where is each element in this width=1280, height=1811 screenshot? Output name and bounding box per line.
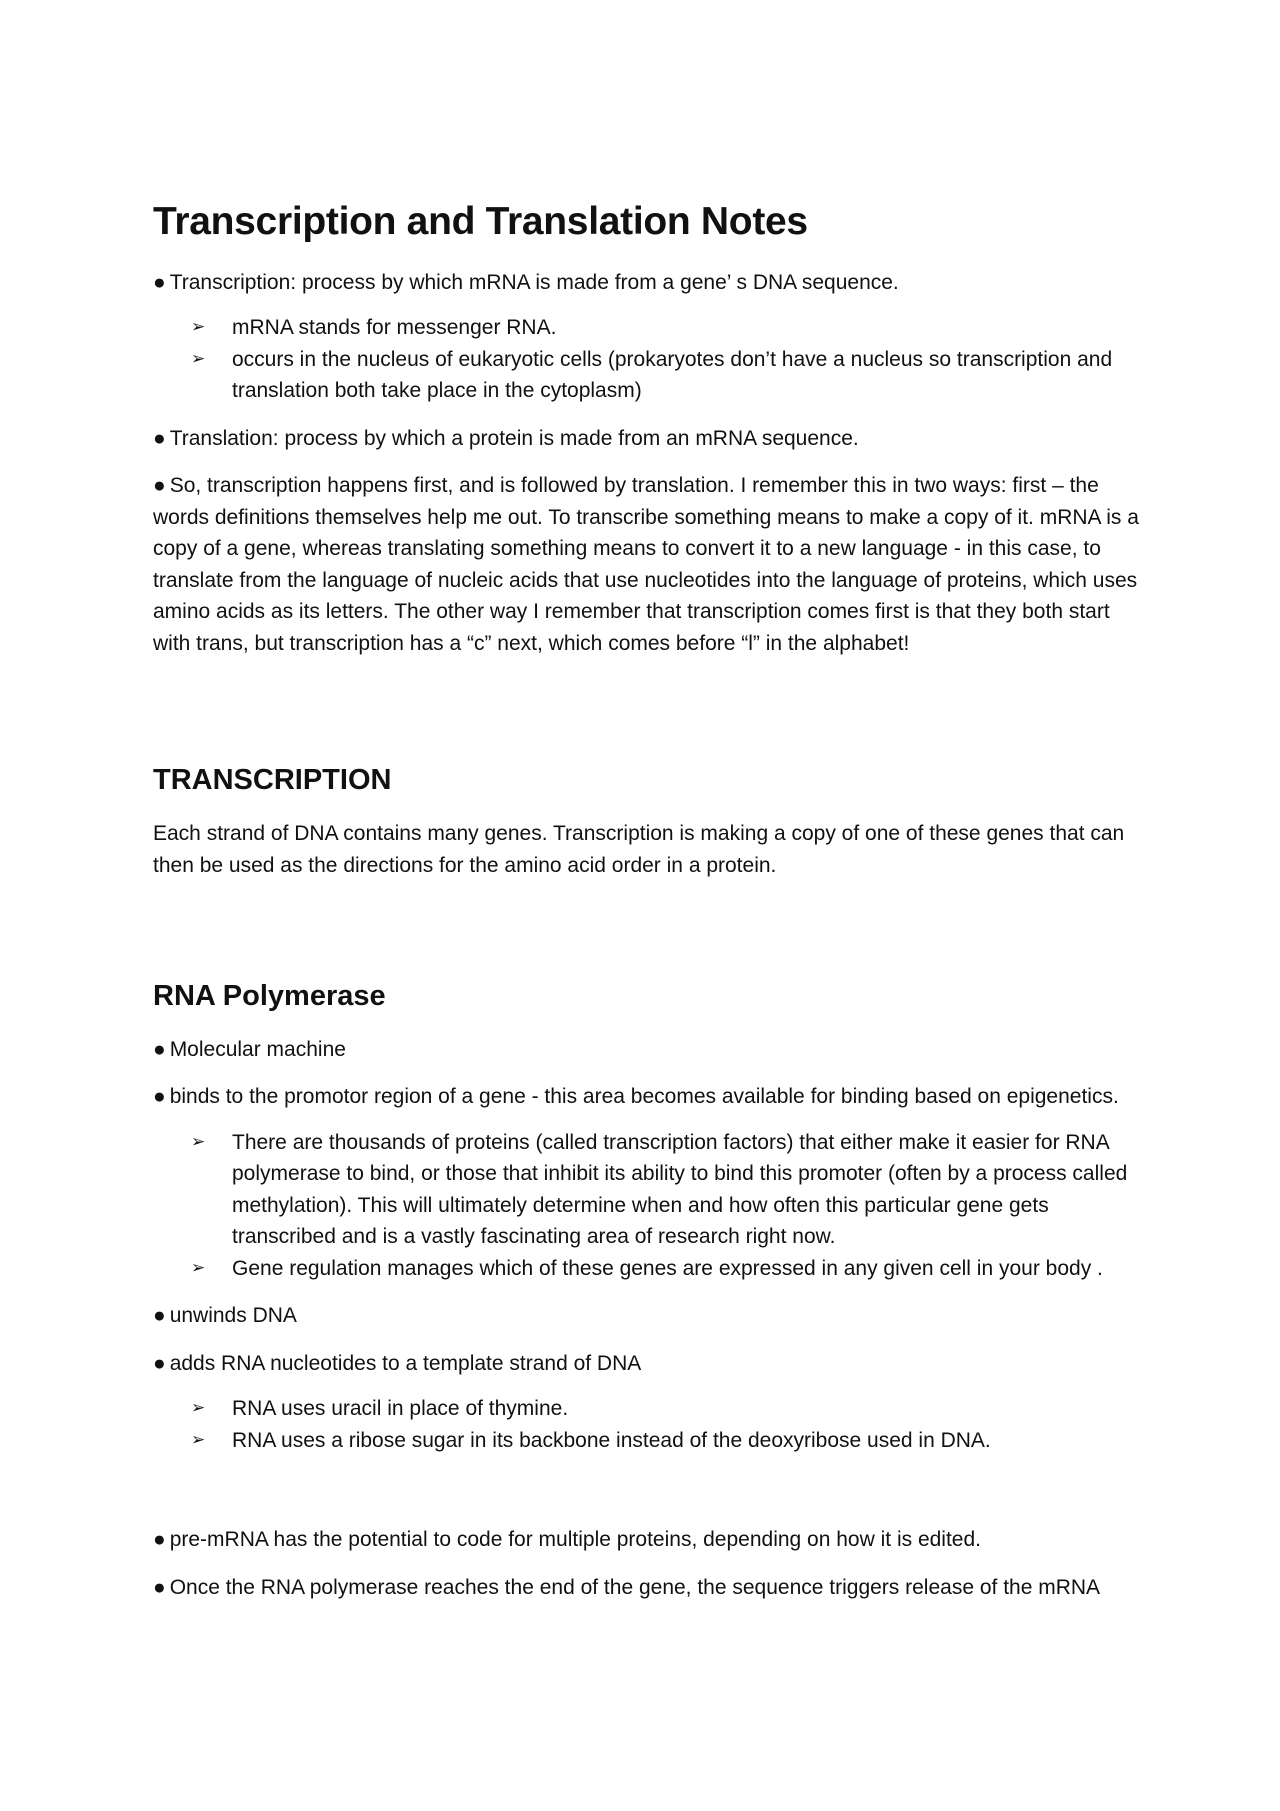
- bullet-icon: ●: [153, 1575, 166, 1599]
- list-item: ➢ RNA uses a ribose sugar in its backbone instead of the deoxyribose used in DNA.: [153, 1425, 1143, 1457]
- polymerase-bullet-release: ● Once the RNA polymerase reaches the end of the gene, the sequence triggers release of the mRNA: [153, 1575, 1101, 1599]
- arrow-bullet-icon: ➢: [191, 1257, 206, 1278]
- list-item: ➢ RNA uses uracil in place of thymine.: [153, 1393, 1143, 1425]
- spacer: [153, 675, 1143, 763]
- polymerase-bullet-molecular-machine: ● Molecular machine: [153, 1037, 346, 1061]
- bullet-icon: ●: [153, 1351, 166, 1375]
- page-title: Transcription and Translation Notes: [153, 200, 808, 243]
- bullet-icon: ●: [153, 474, 166, 498]
- arrow-bullet-icon: ➢: [191, 1429, 206, 1450]
- bullet-icon: ●: [153, 426, 166, 450]
- intro-transcription-definition: ● Transcription: process by which mRNA is made from a gene’ s DNA sequence.: [153, 270, 899, 294]
- list-item: ➢ occurs in the nucleus of eukaryotic cells (prokaryotes don’t have a nucleus so transcription and translation both take place in the cytoplasm): [153, 344, 1143, 407]
- list-item: ➢ mRNA stands for messenger RNA.: [153, 312, 1143, 344]
- bullet-icon: ●: [153, 1085, 166, 1109]
- binding-notes-list: [153, 1127, 1143, 1285]
- polymerase-bullet-adds-nucleotides: ● adds RNA nucleotides to a template strand of DNA: [153, 1351, 642, 1375]
- arrow-bullet-icon: ➢: [191, 317, 206, 338]
- polymerase-bullet-binds-promotor: ● binds to the promotor region of a gene - this area becomes available for binding based on epigenetics.: [153, 1085, 1119, 1109]
- arrow-bullet-icon: ➢: [191, 1398, 206, 1419]
- bullet-icon: ●: [153, 1037, 166, 1061]
- polymerase-bullet-unwinds: ● unwinds DNA: [153, 1304, 297, 1328]
- arrow-bullet-icon: ➢: [191, 348, 206, 369]
- spacer: [153, 1472, 1143, 1524]
- arrow-bullet-icon: ➢: [191, 1131, 206, 1152]
- section-heading-rna-polymerase: RNA Polymerase: [153, 980, 386, 1013]
- intro-order-explanation: ● So, transcription happens first, and is followed by translation. I remember this in two ways: first – the words definitions themselves help me out. To transcribe something means to make a copy of it. mRNA is a copy of a gene, whereas translating something means to convert it to a new language - in this case, to translate from the language of nucleic acids that use nucleotides into the language of proteins, which uses amino acids as its letters. The other way I remember that transcription comes first is that they both start with trans, but transcription has a “c” next, which comes before “l” in the alphabet!: [153, 474, 1139, 655]
- list-item: ➢ Gene regulation manages which of these genes are expressed in any given cell in your body .: [153, 1253, 1143, 1285]
- spacer: [153, 897, 1143, 979]
- section-heading-transcription: TRANSCRIPTION: [153, 764, 392, 797]
- polymerase-bullet-pre-mrna: ● pre-mRNA has the potential to code for multiple proteins, depending on how it is edited.: [153, 1528, 981, 1552]
- bullet-icon: ●: [153, 270, 166, 294]
- transcription-body: Each strand of DNA contains many genes. Transcription is making a copy of one of these genes that can then be used as the directions for the amino acid order in a protein.: [153, 822, 1125, 877]
- list-item: ➢ There are thousands of proteins (called transcription factors) that either make it easier for RNA polymerase to bind, or those that inhibit its ability to bind this promoter (often by a process called methylation). This will ultimately determine when and how often this particular gene gets transcribed and is a vastly fascinating area of research right now.: [153, 1127, 1143, 1253]
- bullet-icon: ●: [153, 1304, 166, 1328]
- rna-notes-list: [153, 1393, 1143, 1456]
- bullet-icon: ●: [153, 1528, 166, 1552]
- intro-translation-definition: ● Translation: process by which a protein is made from an mRNA sequence.: [153, 426, 859, 450]
- transcription-notes-list: [153, 312, 1143, 407]
- document-page: [153, 200, 1143, 1619]
